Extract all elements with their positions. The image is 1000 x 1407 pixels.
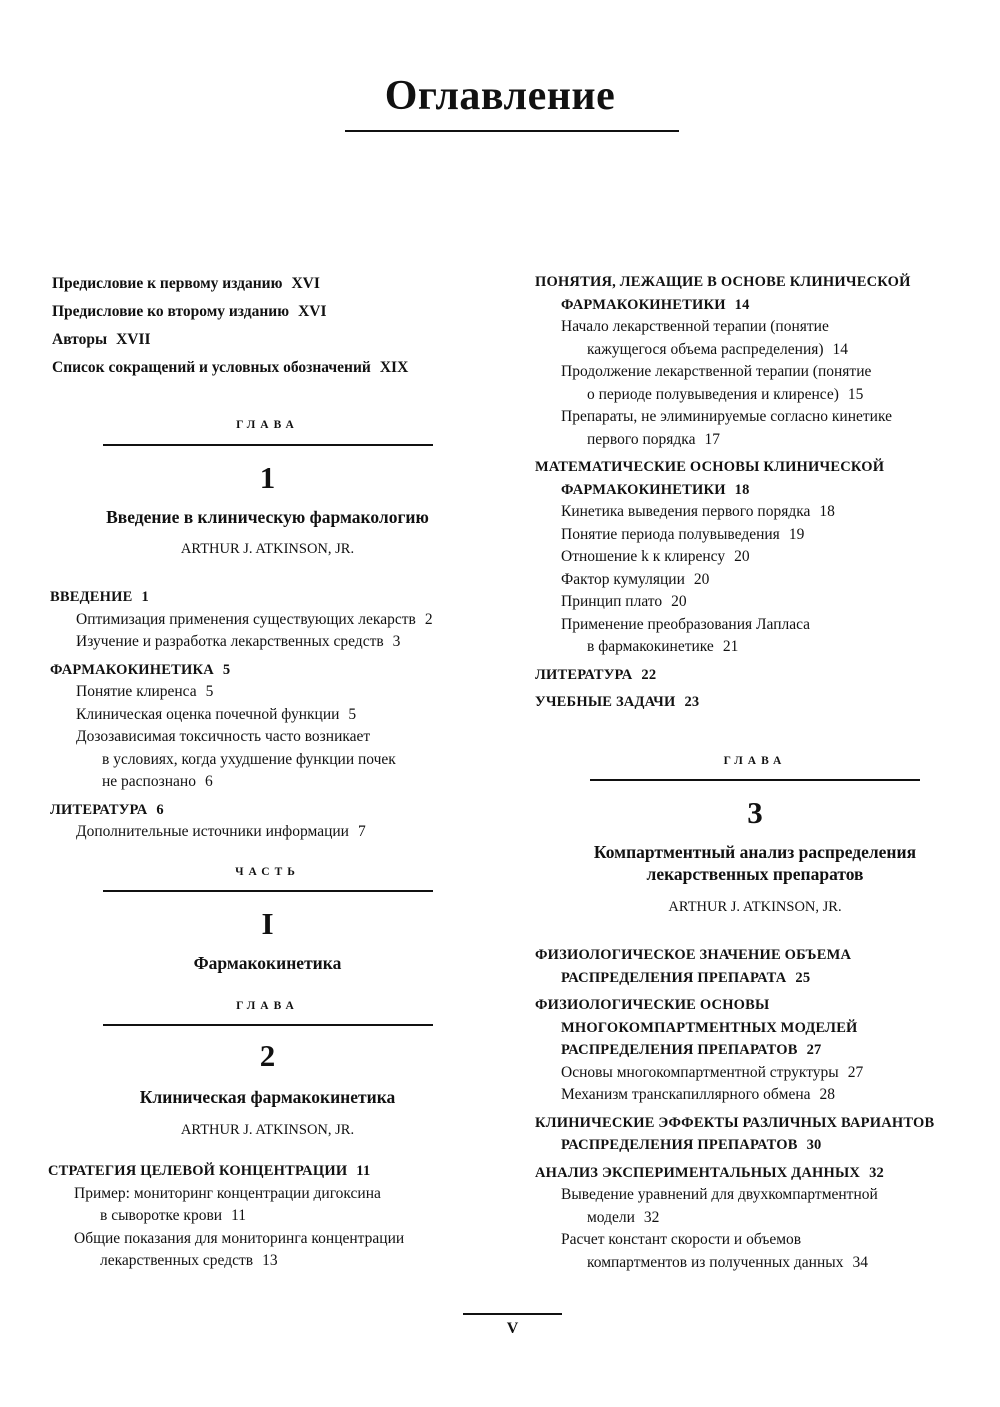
entry-page: 1 [141, 589, 149, 605]
entry-text: в сыворотке крови [100, 1207, 223, 1224]
toc-section-entry [535, 456, 985, 501]
entry-line [561, 569, 985, 592]
entry-page: 3 [392, 633, 401, 650]
entry-page: 14 [734, 296, 750, 313]
entry-line [535, 944, 985, 967]
entry-text: Препараты, не элиминируемые согласно кинетике [561, 408, 892, 425]
toc-subsection-entry [76, 821, 510, 844]
entry-text: АНАЛИЗ ЭКСПЕРИМЕНТАЛЬНЫХ ДАННЫХ [535, 1164, 861, 1181]
entry-text: в фармакокинетике [587, 638, 714, 655]
entry-page: 20 [671, 593, 687, 610]
entry-text: Клиническая оценка почечной функции [76, 705, 340, 723]
entry-line [561, 1184, 985, 1207]
entry-line [587, 1252, 985, 1275]
chapter-label: ГЛАВА [236, 419, 299, 431]
entry-text: Дозозависимая токсичность часто возникает [76, 728, 371, 745]
entry-text: Механизм транскапиллярного обмена [561, 1086, 811, 1103]
part-rule [103, 890, 433, 892]
entry-text: модели [587, 1208, 635, 1226]
chapter-label: ГЛАВА [236, 1000, 299, 1012]
entry-page: 18 [734, 481, 750, 498]
entry-page: 23 [684, 694, 700, 710]
entry-line [76, 631, 510, 654]
entry-page: 28 [819, 1086, 836, 1103]
entry-line [100, 1205, 518, 1228]
entry-text: Применение преобразования Лапласа [561, 615, 811, 633]
entry-line [561, 294, 985, 317]
toc-subsection-entry [561, 591, 985, 614]
entry-line [587, 636, 985, 659]
page-number: V [506, 1320, 519, 1337]
part-title: Фармакокинетика [193, 953, 342, 973]
entry-line [76, 704, 510, 727]
toc-section-entry [535, 271, 985, 316]
entry-line [535, 994, 985, 1017]
toc-subsection-entry [561, 614, 985, 659]
entry-page: 27 [847, 1063, 864, 1081]
entry-text: Авторы [52, 331, 108, 348]
entry-text: кажущегося объема распределения) [587, 340, 824, 358]
footer-rule [463, 1313, 562, 1315]
entry-line [100, 1250, 518, 1273]
chapter-rule [103, 1024, 433, 1026]
entry-text: в условиях, когда ухудшение функции почек [102, 750, 396, 768]
chapter-author: ARTHUR J. ATKINSON, JR. [180, 1122, 355, 1138]
entry-line [48, 1160, 518, 1183]
toc-section-entry [535, 1162, 985, 1185]
entry-text: Принцип плато [561, 593, 663, 610]
entry-line [102, 771, 510, 794]
entry-page: 13 [262, 1252, 278, 1269]
entry-line [561, 406, 985, 429]
toc-section-entry [535, 664, 985, 687]
chapter-number: 3 [747, 795, 763, 830]
entry-page: XVI [298, 303, 327, 320]
toc-entry [52, 326, 408, 354]
entry-page: XVII [116, 331, 151, 348]
entry-text: Пример: мониторинг концентрации дигоксина [74, 1184, 381, 1202]
entry-text: Оптимизация применения существующих лекарств [76, 610, 416, 628]
entry-text: компартментов из полученных данных [587, 1253, 844, 1271]
entry-page: 20 [734, 548, 750, 565]
entry-text: Предисловие к первому изданию [52, 275, 283, 292]
entry-line [587, 429, 985, 452]
toc-subsection-entry [561, 1062, 985, 1085]
entry-page: XIX [379, 359, 409, 376]
entry-text: ЛИТЕРАТУРА [50, 801, 148, 818]
entry-page: 32 [869, 1164, 885, 1181]
toc-section-entry [50, 586, 510, 609]
toc-section-entry [535, 1112, 985, 1157]
toc-subsection-entry [561, 1229, 985, 1274]
entry-page: 18 [819, 503, 835, 520]
toc-subsection-entry [561, 501, 985, 524]
entry-text: ФАРМАКОКИНЕТИКИ [561, 481, 726, 498]
toc-subsection-entry [561, 1184, 985, 1229]
entry-text: ФАРМАКОКИНЕТИКИ [561, 296, 726, 313]
entry-line [535, 664, 985, 687]
entry-page: 25 [795, 969, 811, 986]
entry-text: ЛИТЕРАТУРА [535, 666, 633, 683]
chapter-1-entries [50, 586, 510, 844]
entry-page: XVI [291, 275, 320, 292]
entry-line [50, 799, 510, 822]
entry-page: 22 [641, 666, 657, 683]
part-label: ЧАСТЬ [235, 866, 300, 878]
entry-page: 7 [357, 823, 366, 840]
entry-text: ПОНЯТИЯ, ЛЕЖАЩИЕ В ОСНОВЕ КЛИНИЧЕСКОЙ [535, 274, 911, 290]
chapter-label: ГЛАВА [723, 755, 787, 767]
entry-page: 6 [204, 773, 213, 790]
chapter-title-line: Компартментный анализ распределения [593, 842, 917, 862]
entry-text: РАСПРЕДЕЛЕНИЯ ПРЕПАРАТОВ [561, 1137, 798, 1153]
entry-text: УЧЕБНЫЕ ЗАДАЧИ [535, 694, 676, 710]
entry-line [561, 479, 985, 502]
toc-subsection-entry [76, 681, 510, 704]
entry-page: 21 [722, 638, 739, 655]
title-rule [345, 130, 679, 132]
entry-line [561, 967, 985, 990]
entry-line [561, 1017, 985, 1040]
front-matter-list [52, 270, 408, 382]
entry-line [561, 1039, 985, 1062]
entry-text: Выведение уравнений для двухкомпартментной [561, 1186, 878, 1203]
toc-subsection-entry [74, 1228, 518, 1273]
toc-section-entry [535, 944, 985, 989]
entry-line [561, 614, 985, 637]
toc-subsection-entry [76, 704, 510, 727]
toc-entry [52, 270, 408, 298]
entry-page: 34 [852, 1253, 868, 1271]
entry-text: Общие показания для мониторинга концентрации [74, 1229, 405, 1247]
chapter-rule [103, 444, 433, 446]
entry-line [535, 691, 985, 714]
entry-line [561, 524, 985, 547]
entry-line [587, 339, 985, 362]
chapter-title: Клиническая фармакокинетика [139, 1087, 396, 1107]
part-number: I [261, 906, 274, 941]
entry-line [102, 749, 510, 772]
entry-page: 32 [643, 1208, 660, 1226]
toc-subsection-entry [561, 524, 985, 547]
entry-line [561, 1084, 985, 1107]
entry-text: Продолжение лекарственной терапии (понятие [561, 363, 872, 380]
toc-subsection-entry [561, 546, 985, 569]
toc-subsection-entry [561, 361, 985, 406]
toc-subsection-entry [76, 609, 510, 632]
toc-subsection-entry [76, 631, 510, 654]
entry-text: Отношение k к клиренсу [561, 548, 726, 565]
entry-text: МНОГОКОМПАРТМЕНТНЫХ МОДЕЛЕЙ [561, 1019, 858, 1036]
entry-line [561, 501, 985, 524]
entry-text: Понятие периода полувыведения [561, 525, 780, 543]
entry-page: 5 [348, 705, 357, 723]
entry-line [561, 361, 985, 384]
toc-subsection-entry [561, 406, 985, 451]
entry-line [50, 586, 510, 609]
entry-text: КЛИНИЧЕСКИЕ ЭФФЕКТЫ РАЗЛИЧНЫХ ВАРИАНТОВ [535, 1114, 935, 1131]
entry-page: 27 [806, 1042, 822, 1058]
entry-line [76, 609, 510, 632]
chapter-3-entries [535, 944, 985, 1274]
entry-line [74, 1183, 518, 1206]
entry-page: 14 [832, 340, 849, 358]
entry-page: 20 [693, 570, 710, 588]
toc-subsection-entry [561, 1084, 985, 1107]
entry-page: 19 [788, 525, 805, 543]
entry-text: лекарственных средств [100, 1252, 254, 1269]
chapter-title: Введение в клиническую фармакологию [106, 507, 429, 527]
chapter-author: ARTHUR J. ATKINSON, JR. [668, 899, 842, 915]
entry-text: о периоде полувыведения и клиренсе) [587, 385, 839, 403]
chapter-title [530, 841, 980, 885]
entry-line [76, 726, 510, 749]
entry-text: Список сокращений и условных обозначений [52, 359, 371, 376]
entry-line [76, 821, 510, 844]
entry-text: ФАРМАКОКИНЕТИКА [50, 661, 214, 678]
entry-page: 5 [205, 683, 214, 700]
toc-section-entry [50, 799, 510, 822]
toc-section-entry [48, 1160, 518, 1183]
entry-line [535, 1162, 985, 1185]
toc-subsection-entry [74, 1183, 518, 1228]
entry-line [535, 456, 985, 479]
entry-line [561, 1229, 985, 1252]
entry-page: 6 [156, 801, 164, 818]
chapter-number: 1 [259, 460, 276, 495]
toc-section-entry [50, 659, 510, 682]
entry-page: 15 [847, 385, 864, 403]
entry-text: Понятие клиренса [76, 683, 197, 700]
entry-line [535, 1112, 985, 1135]
entry-page: 11 [231, 1207, 246, 1224]
entry-line [76, 681, 510, 704]
entry-line [50, 659, 510, 682]
entry-line [74, 1228, 518, 1251]
entry-line [587, 1207, 985, 1230]
entry-line [561, 1062, 985, 1085]
entry-text: Дополнительные источники информации [76, 823, 349, 840]
entry-line [561, 316, 985, 339]
chapter-title-line: лекарственных препаратов [646, 864, 864, 884]
entry-text: Основы многокомпартментной структуры [561, 1063, 839, 1081]
entry-page: 11 [356, 1163, 371, 1179]
entry-text: Расчет констант скорости и объемов [561, 1231, 802, 1248]
entry-page: 17 [704, 430, 720, 448]
chapter-2-entries [48, 1160, 518, 1273]
entry-text: ФИЗИОЛОГИЧЕСКИЕ ОСНОВЫ [535, 997, 770, 1013]
toc-subsection-entry [76, 726, 510, 794]
toc-subsection-entry [561, 316, 985, 361]
entry-page: 30 [806, 1137, 822, 1153]
entry-text: первого порядка [587, 430, 696, 448]
entry-text: РАСПРЕДЕЛЕНИЯ ПРЕПАРАТА [561, 969, 787, 986]
entry-line [587, 384, 985, 407]
toc-entry [52, 354, 408, 382]
entry-text: Предисловие ко второму изданию [52, 303, 290, 320]
page-title: Оглавление [384, 73, 616, 119]
toc-section-entry [535, 691, 985, 714]
entry-text: Начало лекарственной терапии (понятие [561, 318, 829, 335]
entry-text: МАТЕМАТИЧЕСКИЕ ОСНОВЫ КЛИНИЧЕСКОЙ [535, 459, 885, 475]
toc-section-entry [535, 994, 985, 1062]
entry-text: ФИЗИОЛОГИЧЕСКОЕ ЗНАЧЕНИЕ ОБЪЕМА [535, 947, 852, 963]
entry-page: 5 [222, 661, 231, 678]
entry-text: Фактор кумуляции [561, 570, 685, 588]
entry-text: РАСПРЕДЕЛЕНИЯ ПРЕПАРАТОВ [561, 1042, 798, 1058]
chapter-2-entries-continued [535, 271, 985, 714]
entry-text: не распознано [102, 773, 196, 790]
toc-entry [52, 298, 408, 326]
chapter-rule [590, 779, 920, 781]
entry-text: Изучение и разработка лекарственных средств [76, 633, 384, 650]
entry-line [561, 546, 985, 569]
entry-line [561, 591, 985, 614]
chapter-number: 2 [259, 1038, 276, 1073]
toc-subsection-entry [561, 569, 985, 592]
entry-text: ВВЕДЕНИЕ [50, 589, 133, 605]
chapter-1-heading [100, 419, 435, 431]
chapter-author: ARTHUR J. ATKINSON, JR. [180, 541, 355, 557]
entry-text: СТРАТЕГИЯ ЦЕЛЕВОЙ КОНЦЕНТРАЦИИ [48, 1163, 348, 1179]
entry-text: Кинетика выведения первого порядка [561, 503, 811, 520]
entry-line [535, 271, 985, 294]
entry-page: 2 [424, 610, 433, 628]
entry-line [561, 1134, 985, 1157]
